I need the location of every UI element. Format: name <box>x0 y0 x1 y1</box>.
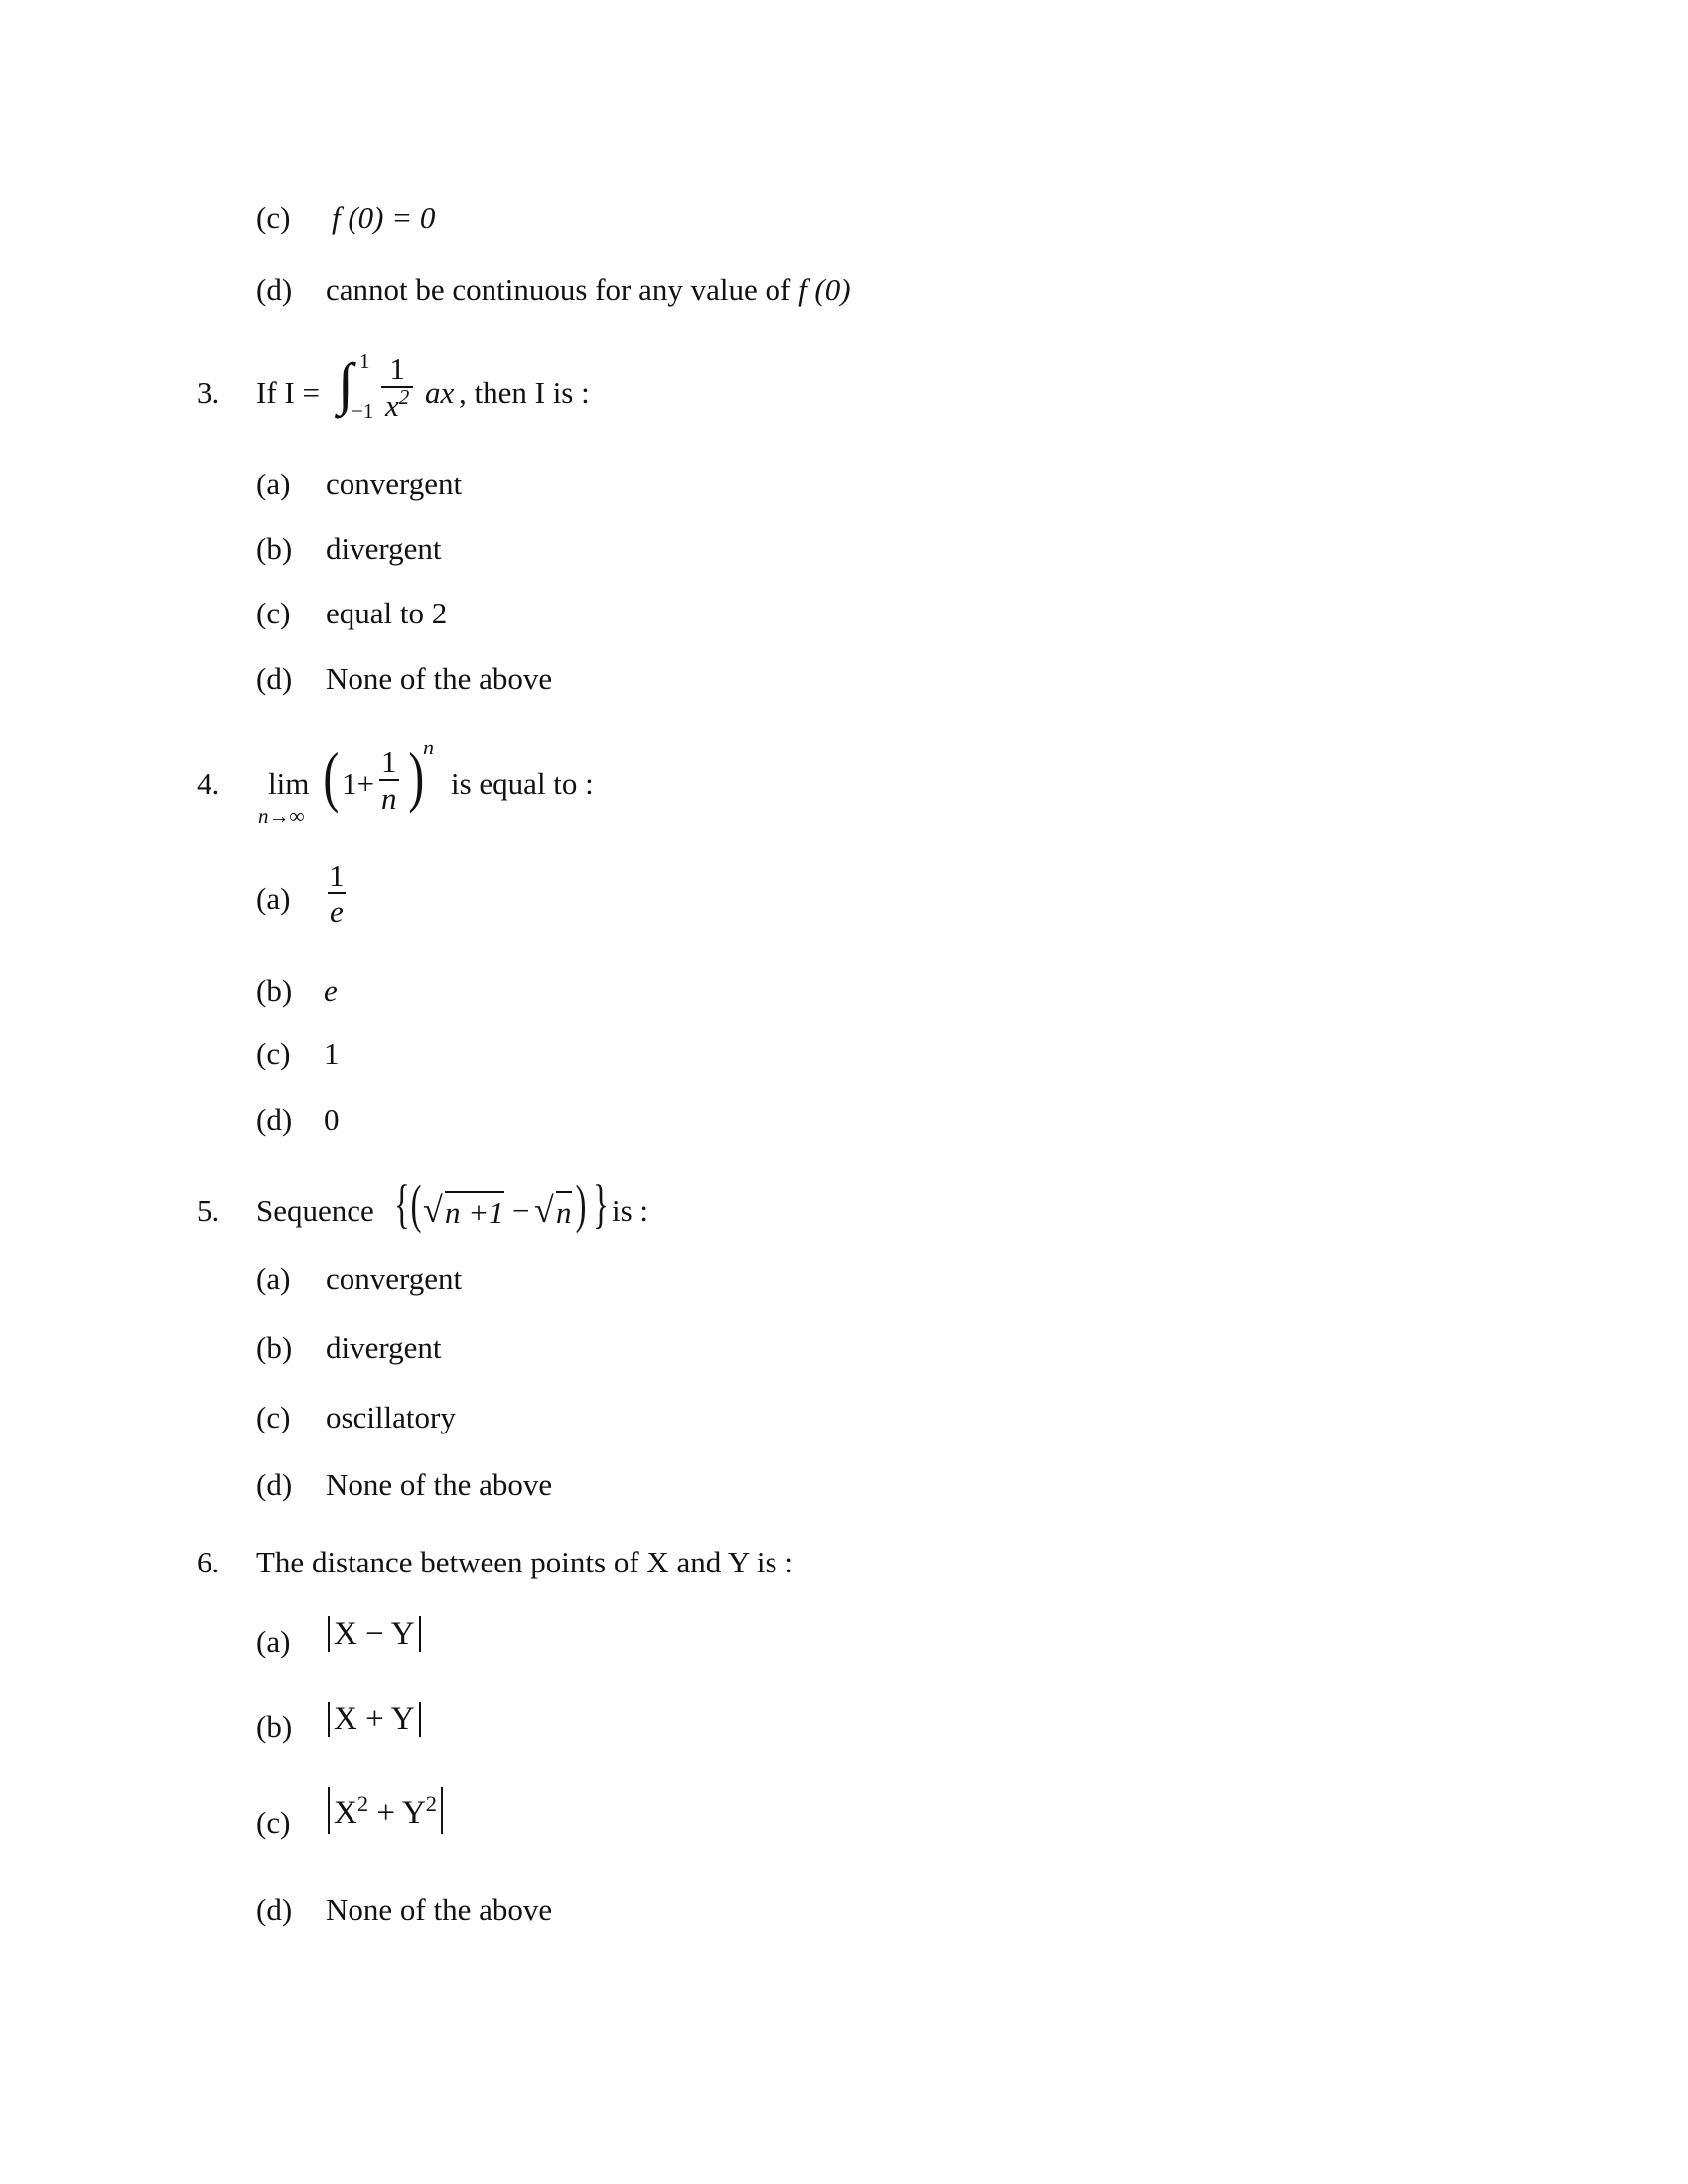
q5-option-c-text: oscillatory <box>326 1400 456 1434</box>
q4-exponent: n <box>423 735 434 759</box>
q4-fraction <box>379 747 399 815</box>
q5-option-a-text: convergent <box>326 1261 463 1296</box>
q3-option-b-text: divergent <box>326 531 442 566</box>
integral-sign: ∫ <box>338 351 353 416</box>
q4-option-a-den: e <box>330 893 344 929</box>
q6-c-exp2: 2 <box>425 1790 438 1816</box>
q4-frac-num: 1 <box>381 745 397 779</box>
q4-option-b-text: e <box>324 973 338 1008</box>
q5-sqrt1-sign: √ <box>423 1190 443 1230</box>
q4-option-a-frac <box>328 860 346 928</box>
q5-option-d-label: (d) <box>256 1467 293 1502</box>
q3-option-c-label: (c) <box>256 596 291 630</box>
q5-option-a-label: (a) <box>256 1261 291 1296</box>
q3-option-b-label: (b) <box>256 531 293 566</box>
q5-option-b-label: (b) <box>256 1330 293 1365</box>
q4-left-paren: ( <box>323 739 340 814</box>
q3-option-a-text: convergent <box>326 467 463 501</box>
q3-lower-limit: −1 <box>352 399 374 423</box>
q6-option-a-math: X − Y <box>328 1616 421 1652</box>
q3-option-a-label: (a) <box>256 467 291 501</box>
q4-frac-den: n <box>381 780 397 816</box>
q6-option-b-label: (b) <box>256 1709 293 1744</box>
q4-option-a-label: (a) <box>256 882 291 916</box>
q6-number: 6. <box>197 1545 220 1579</box>
q3-option-d-text: None of the above <box>326 661 553 696</box>
q3-frac-den <box>381 386 413 423</box>
q6-option-b-math: X + Y <box>328 1702 421 1737</box>
q5-stem <box>256 1175 713 1245</box>
q3-den-exp: 2 <box>398 384 410 409</box>
q2-option-c-label: (c) <box>256 201 291 235</box>
q5-option-b-text: divergent <box>326 1330 442 1365</box>
q5-minus: − <box>512 1193 530 1228</box>
q6-option-d-label: (d) <box>256 1892 293 1927</box>
q4-option-a-num: 1 <box>329 858 345 892</box>
q4-one-plus: 1+ <box>342 766 374 801</box>
q3-fraction <box>381 353 413 422</box>
q4-lim-sub: n→∞ <box>258 804 305 828</box>
q4-option-c-text: 1 <box>324 1036 340 1071</box>
q3-option-c-text: equal to 2 <box>326 596 448 630</box>
q6-option-a <box>328 1616 421 1653</box>
q6-option-a-label: (a) <box>256 1624 291 1659</box>
q6-c-exp1: 2 <box>356 1790 369 1816</box>
q2-option-c-math: f (0) = 0 <box>332 201 436 235</box>
q6-option-c-math <box>328 1787 443 1834</box>
q3-den-base: x <box>385 387 399 423</box>
q4-right-paren: ) <box>408 739 425 814</box>
q4-option-d-text: 0 <box>324 1102 340 1137</box>
q3-upper-limit: 1 <box>359 349 370 373</box>
q4-number: 4. <box>197 766 220 801</box>
q4-option-c-label: (c) <box>256 1036 291 1071</box>
q5-option-c-label: (c) <box>256 1400 291 1434</box>
q5-option-d-text: None of the above <box>326 1467 553 1502</box>
q3-number: 3. <box>197 375 220 410</box>
q4-option-a-fraction <box>328 860 346 928</box>
q3-integrand-tail: ax <box>425 375 455 410</box>
q3-stem-suffix: , then I is : <box>459 375 590 410</box>
q4-stem-suffix: is equal to : <box>451 766 594 801</box>
q5-sqrt1-inner: n +1 <box>445 1191 504 1231</box>
q2-option-d-math: f (0) <box>798 272 851 307</box>
q6-option-d-text: None of the above <box>326 1892 553 1927</box>
q5-right-paren: ) <box>575 1174 587 1234</box>
q5-right-brace: } <box>593 1174 609 1234</box>
q5-sqrt2-sign: √ <box>534 1190 554 1230</box>
q6-c-base1: X <box>334 1795 357 1831</box>
q2-option-d <box>326 272 851 308</box>
q6-stem: The distance between points of X and Y is : <box>256 1545 793 1579</box>
q3-frac-num: 1 <box>389 351 405 386</box>
q3-option-d-label: (d) <box>256 661 293 696</box>
q5-left-paren: ( <box>410 1174 422 1234</box>
q4-option-d-label: (d) <box>256 1102 293 1137</box>
q6-option-c <box>328 1787 443 1834</box>
q6-c-base2: Y <box>401 1795 426 1831</box>
q3-stem-prefix: If I = <box>256 375 320 410</box>
q6-c-op: + <box>368 1795 402 1831</box>
q2-option-d-label: (d) <box>256 272 293 307</box>
q4-stem <box>256 735 653 834</box>
q5-number: 5. <box>197 1193 220 1228</box>
q5-stem-suffix: is : <box>612 1193 649 1228</box>
q4-option-b-label: (b) <box>256 973 293 1008</box>
q5-stem-prefix: Sequence <box>256 1193 374 1228</box>
q2-option-d-text: cannot be continuous for any value of <box>326 272 791 307</box>
q4-lim: lim <box>268 766 310 801</box>
q6-option-b <box>328 1702 421 1738</box>
q6-option-c-label: (c) <box>256 1805 291 1840</box>
q5-left-brace: { <box>394 1174 410 1234</box>
q5-sqrt2-inner: n <box>556 1191 572 1231</box>
